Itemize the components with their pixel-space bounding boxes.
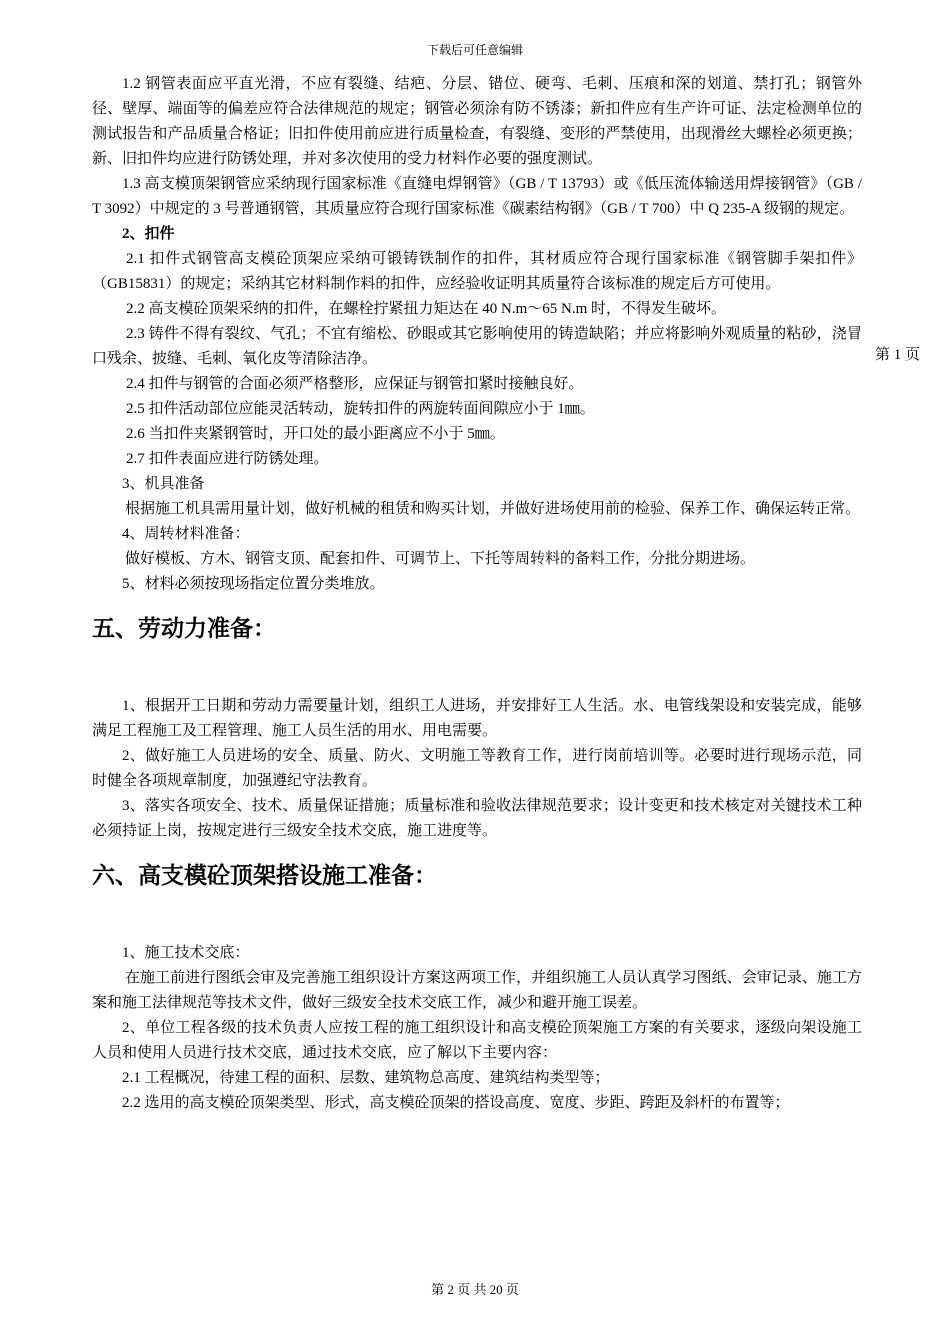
section-6-spacer [92, 892, 862, 941]
section-6-item: 2、单位工程各级的技术负责人应按工程的施工组织设计和高支模砼顶架施工方案的有关要求，逐级向架设施工人员和使用人员进行技术交底，通过技术交底，应了解以下主要内容： [92, 1020, 862, 1061]
paragraph-2-1: 2.1 扣件式钢管高支模砼顶架应采纳可锻铸铁制作的扣件，其材质应符合现行国家标准《钢管脚手架扣件》（GB15831）的规定；采纳其它材料制作料的扣件，应经验收证明其质量符合该标准的规定后方可使用。 [92, 251, 862, 292]
section-5-item: 1、根据开工日期和劳动力需要量计划，组织工人进场，并安排好工人生活。水、电管线架设和安装完成，能够满足工程施工及工程管理、施工人员生活的用水、用电需要。 [92, 698, 862, 739]
section-6-item: 2.1 工程概况，待建工程的面积、层数、建筑物总高度、建筑结构类型等； [122, 1070, 610, 1086]
page-header: 下载后可任意编辑 [426, 43, 523, 57]
paragraph-turnover-materials: 做好模板、方木、钢管支顶、配套扣件、可调节上、下托等周转料的备料工作，分批分期进场。 [125, 551, 756, 567]
subheading-fasteners: 2、扣件 [122, 226, 175, 242]
section-6-title: 六、高支模砼顶架搭设施工准备： [92, 863, 437, 889]
paragraph-2-5: 2.5 扣件活动部位应能灵活转动，旋转扣件的两旋转面间隙应小于 1㎜。 [126, 401, 595, 417]
paragraph-1-3: 1.3 高支模顶架钢管应采纳现行国家标准《直缝电焊钢管》（GB / T 13793）或《低压流体输送用焊接钢管》（GB / T 3092）中规定的 3 号普通钢管，其质量应符合现行国家标准《碳素结构钢》（GB / T 700）中 Q 235-A 级钢的规定。 [92, 176, 862, 217]
section-6-item: 在施工前进行图纸会审及完善施工组织设计方案这两项工作，并组织施工人员认真学习图纸、会审记录、施工方案和施工法律规范等技术文件，做好三级安全技术交底工作，减少和避开施工误差。 [92, 970, 862, 1011]
paragraph-2-6: 2.6 当扣件夹紧钢管时，开口处的最小距离应不小于 5㎜。 [126, 426, 505, 442]
paragraph-2-7: 2.7 扣件表面应进行防锈处理。 [126, 451, 329, 467]
paragraph-1-2: 1.2 钢管表面应平直光滑，不应有裂缝、结疤、分层、错位、硬弯、毛刺、压痕和深的划道、禁打孔；钢管外径、壁厚、端面等的偏差应符合法律规范的规定；钢管必须涂有防不锈漆；新扣件应有生产许可证、法定检测单位的测试报告和产品质量合格证；旧扣件使用前应进行质量检查，有裂缝、变形的严禁使用，出现滑丝大螺栓必须更换；新、旧扣件均应进行防锈处理，并对多次使用的受力材料作必要的强度测试。 [92, 76, 862, 167]
section-6-item: 1、施工技术交底： [122, 945, 250, 961]
paragraph-material-stacking: 5、材料必须按现场指定位置分类堆放。 [122, 576, 385, 592]
subheading-turnover-materials: 4、周转材料准备： [122, 526, 250, 542]
paragraph-2-2: 2.2 高支模砼顶架采纳的扣件，在螺栓拧紧扭力矩达在 40 N.m～65 N.m 时，不得发生破坏。 [126, 301, 727, 317]
section-6-item: 2.2 选用的高支模砼顶架类型、形式，高支模砼顶架的搭设高度、宽度、步距、跨距及斜杆的布置等； [122, 1095, 790, 1111]
section-5-item: 2、做好施工人员进场的安全、质量、防火、文明施工等教育工作，进行岗前培训等。必要时进行现场示范，同时健全各项规章制度，加强遵纪守法教育。 [92, 748, 862, 789]
section-5-spacer [92, 645, 862, 694]
paragraph-2-3: 2.3 铸件不得有裂纹、气孔；不宜有缩松、砂眼或其它影响使用的铸造缺陷；并应将影响外观质量的粘砂，浇冒口残余、披缝、毛刺、氧化皮等清除洁净。 [92, 326, 862, 367]
section-5-item: 3、落实各项安全、技术、质量保证措施；质量标准和验收法律规范要求；设计变更和技术核定对关键技术工种必须持证上岗，按规定进行三级安全技术交底，施工进度等。 [92, 798, 862, 839]
subheading-equipment: 3、机具准备 [122, 476, 205, 492]
side-page-label: 第 1 页 [875, 347, 921, 363]
document-body [92, 72, 862, 1116]
paragraph-2-4: 2.4 扣件与钢管的合面必须严格整形，应保证与钢管扣紧时接触良好。 [126, 376, 584, 392]
section-5-title: 五、劳动力准备： [92, 616, 276, 642]
page-footer: 第 2 页 共 20 页 [431, 1282, 519, 1297]
paragraph-equipment: 根据施工机具需用量计划，做好机械的租赁和购买计划，并做好进场使用前的检验、保养工作、确保运转正常。 [125, 501, 861, 517]
